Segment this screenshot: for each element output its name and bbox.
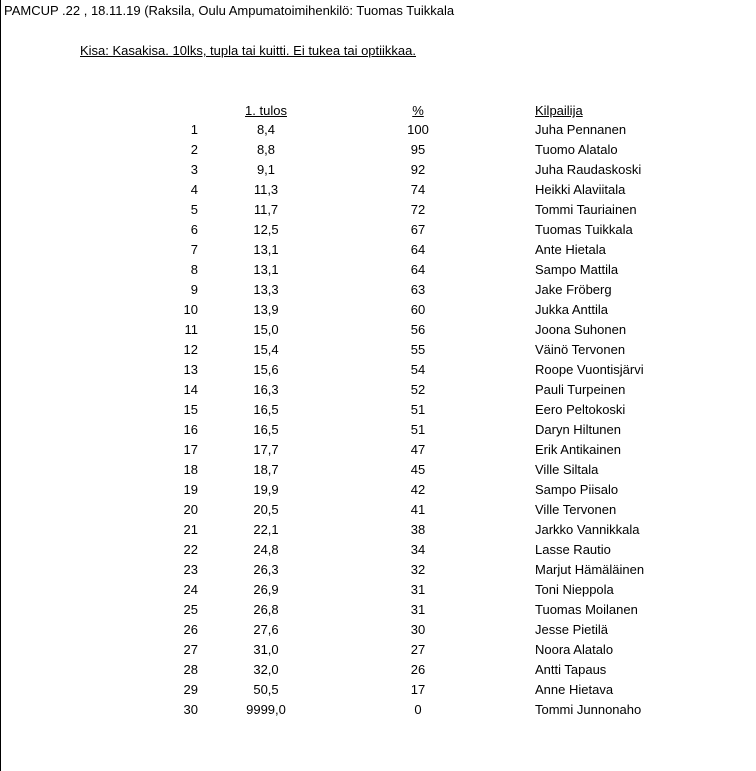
rank-cell: 4: [190, 182, 198, 197]
result-cell: 26,3: [253, 562, 279, 577]
competitor-cell: Marjut Hämäläinen: [535, 562, 645, 577]
rank-cell: 30: [183, 702, 198, 717]
competitor-cell: Jake Fröberg: [535, 282, 612, 297]
rank-cell: 12: [183, 342, 198, 357]
rank-cell: 27: [183, 642, 198, 657]
rank-cell: 8: [190, 262, 198, 277]
competition-description: Kisa: Kasakisa. 10lks, tupla tai kuitti. Ei tukea tai optiikkaa.: [80, 43, 417, 58]
result-cell: 26,9: [253, 582, 279, 597]
percent-cell: 64: [410, 242, 426, 257]
table-row: [0, 482, 756, 502]
percent-cell: 63: [410, 282, 426, 297]
result-cell: 20,5: [253, 502, 279, 517]
competitor-cell: Erik Antikainen: [535, 442, 621, 457]
rank-cell: 24: [183, 582, 198, 597]
rank-cell: 17: [183, 442, 198, 457]
percent-cell: 41: [410, 502, 426, 517]
result-cell: 11,3: [253, 182, 279, 197]
column-header-result: 1. tulos: [245, 103, 287, 118]
rank-cell: 23: [183, 562, 198, 577]
percent-cell: 67: [410, 222, 426, 237]
percent-cell: 72: [410, 202, 426, 217]
table-row: [0, 322, 756, 342]
rank-cell: 13: [183, 362, 198, 377]
competitor-cell: Jarkko Vannikkala: [535, 522, 640, 537]
competitor-cell: Eero Peltokoski: [535, 402, 626, 417]
table-row: [0, 622, 756, 642]
result-cell: 16,3: [253, 382, 279, 397]
competitor-cell: Ville Tervonen: [535, 502, 617, 517]
competitor-cell: Jesse Pietilä: [535, 622, 608, 637]
table-row: [0, 362, 756, 382]
rank-cell: 18: [183, 462, 198, 477]
rank-cell: 7: [190, 242, 198, 257]
result-cell: 32,0: [253, 662, 279, 677]
table-row: [0, 242, 756, 262]
rank-cell: 21: [183, 522, 198, 537]
result-cell: 22,1: [253, 522, 279, 537]
percent-cell: 32: [410, 562, 426, 577]
rank-cell: 19: [183, 482, 198, 497]
table-row: [0, 222, 756, 242]
rank-cell: 20: [183, 502, 198, 517]
competitor-cell: Daryn Hiltunen: [535, 422, 621, 437]
competitor-cell: Ville Siltala: [535, 462, 599, 477]
rank-cell: 22: [183, 542, 198, 557]
table-row: [0, 582, 756, 602]
rank-cell: 28: [183, 662, 198, 677]
competitor-cell: Toni Nieppola: [535, 582, 614, 597]
table-row: [0, 382, 756, 402]
column-header-competitor: Kilpailija: [535, 103, 583, 118]
result-cell: 11,7: [253, 202, 279, 217]
competitor-cell: Jukka Anttila: [535, 302, 608, 317]
competitor-cell: Tommi Junnonaho: [535, 702, 642, 717]
table-row: [0, 202, 756, 222]
percent-cell: 52: [410, 382, 426, 397]
result-cell: 13,1: [253, 262, 279, 277]
table-row: [0, 462, 756, 482]
percent-cell: 34: [410, 542, 426, 557]
result-cell: 15,4: [253, 342, 279, 357]
result-cell: 16,5: [253, 422, 279, 437]
result-cell: 18,7: [253, 462, 279, 477]
result-cell: 8,8: [256, 142, 276, 157]
rank-cell: 1: [190, 122, 198, 137]
rank-cell: 29: [183, 682, 198, 697]
rank-cell: 6: [190, 222, 198, 237]
percent-cell: 74: [410, 182, 426, 197]
percent-cell: 42: [410, 482, 426, 497]
result-cell: 17,7: [253, 442, 279, 457]
competitor-cell: Tommi Tauriainen: [535, 202, 637, 217]
document-title: PAMCUP .22 , 18.11.19 (Raksila, Oulu Ampumatoimihenkilö: Tuomas Tuikkala: [4, 3, 455, 18]
percent-cell: 64: [410, 262, 426, 277]
competitor-cell: Roope Vuontisjärvi: [535, 362, 644, 377]
percent-cell: 47: [410, 442, 426, 457]
percent-cell: 31: [410, 602, 426, 617]
percent-cell: 26: [410, 662, 426, 677]
result-cell: 12,5: [253, 222, 279, 237]
competitor-cell: Antti Tapaus: [535, 662, 607, 677]
competitor-cell: Heikki Alaviitala: [535, 182, 626, 197]
competitor-cell: Tuomas Moilanen: [535, 602, 638, 617]
percent-cell: 95: [410, 142, 426, 157]
rank-cell: 16: [183, 422, 198, 437]
result-cell: 15,0: [253, 322, 279, 337]
competitor-cell: Juha Pennanen: [535, 122, 627, 137]
table-row: [0, 182, 756, 202]
rank-cell: 11: [184, 322, 198, 337]
percent-cell: 55: [410, 342, 426, 357]
result-cell: 19,9: [253, 482, 279, 497]
rank-cell: 10: [183, 302, 198, 317]
rank-cell: 26: [183, 622, 198, 637]
competitor-cell: Väinö Tervonen: [535, 342, 626, 357]
competitor-cell: Sampo Mattila: [535, 262, 619, 277]
percent-cell: 0: [414, 702, 422, 717]
result-cell: 24,8: [253, 542, 279, 557]
table-row: [0, 162, 756, 182]
result-cell: 13,1: [253, 242, 279, 257]
result-cell: 31,0: [253, 642, 279, 657]
percent-cell: 54: [410, 362, 426, 377]
result-cell: 27,6: [253, 622, 279, 637]
table-row: [0, 422, 756, 442]
table-row: [0, 402, 756, 422]
result-cell: 9,1: [256, 162, 276, 177]
rank-cell: 15: [183, 402, 198, 417]
table-row: [0, 442, 756, 462]
percent-cell: 51: [410, 422, 426, 437]
result-cell: 9999,0: [246, 702, 286, 717]
table-row: [0, 642, 756, 662]
rank-cell: 25: [183, 602, 198, 617]
result-cell: 50,5: [253, 682, 279, 697]
column-header-percent: %: [412, 103, 424, 118]
percent-cell: 45: [410, 462, 426, 477]
competitor-cell: Tuomo Alatalo: [535, 142, 618, 157]
competitor-cell: Lasse Rautio: [535, 542, 611, 557]
table-row: [0, 342, 756, 362]
table-row: [0, 522, 756, 542]
competitor-cell: Juha Raudaskoski: [535, 162, 642, 177]
percent-cell: 30: [410, 622, 426, 637]
rank-cell: 2: [190, 142, 198, 157]
results-table: [0, 122, 756, 722]
percent-cell: 38: [410, 522, 426, 537]
competitor-cell: Anne Hietava: [535, 682, 614, 697]
rank-cell: 14: [183, 382, 198, 397]
result-cell: 26,8: [253, 602, 279, 617]
table-row: [0, 542, 756, 562]
percent-cell: 31: [410, 582, 426, 597]
table-row: [0, 142, 756, 162]
percent-cell: 60: [410, 302, 426, 317]
table-row: [0, 602, 756, 622]
result-cell: 13,9: [253, 302, 279, 317]
table-row: [0, 282, 756, 302]
rank-cell: 9: [190, 282, 198, 297]
table-row: [0, 682, 756, 702]
percent-cell: 27: [410, 642, 426, 657]
competitor-cell: Ante Hietala: [535, 242, 606, 257]
percent-cell: 51: [410, 402, 426, 417]
result-cell: 8,4: [256, 122, 276, 137]
competitor-cell: Joona Suhonen: [535, 322, 627, 337]
table-row: [0, 122, 756, 142]
table-row: [0, 302, 756, 322]
table-row: [0, 562, 756, 582]
percent-cell: 92: [410, 162, 426, 177]
result-cell: 13,3: [253, 282, 279, 297]
competitor-cell: Sampo Piisalo: [535, 482, 619, 497]
competitor-cell: Pauli Turpeinen: [535, 382, 626, 397]
table-row: [0, 662, 756, 682]
percent-cell: 100: [407, 122, 429, 137]
table-row: [0, 702, 756, 722]
rank-cell: 5: [190, 202, 198, 217]
rank-cell: 3: [190, 162, 198, 177]
percent-cell: 56: [410, 322, 426, 337]
table-row: [0, 262, 756, 282]
competitor-cell: Noora Alatalo: [535, 642, 614, 657]
table-row: [0, 502, 756, 522]
competitor-cell: Tuomas Tuikkala: [535, 222, 633, 237]
result-cell: 16,5: [253, 402, 279, 417]
result-cell: 15,6: [253, 362, 279, 377]
percent-cell: 17: [410, 682, 426, 697]
